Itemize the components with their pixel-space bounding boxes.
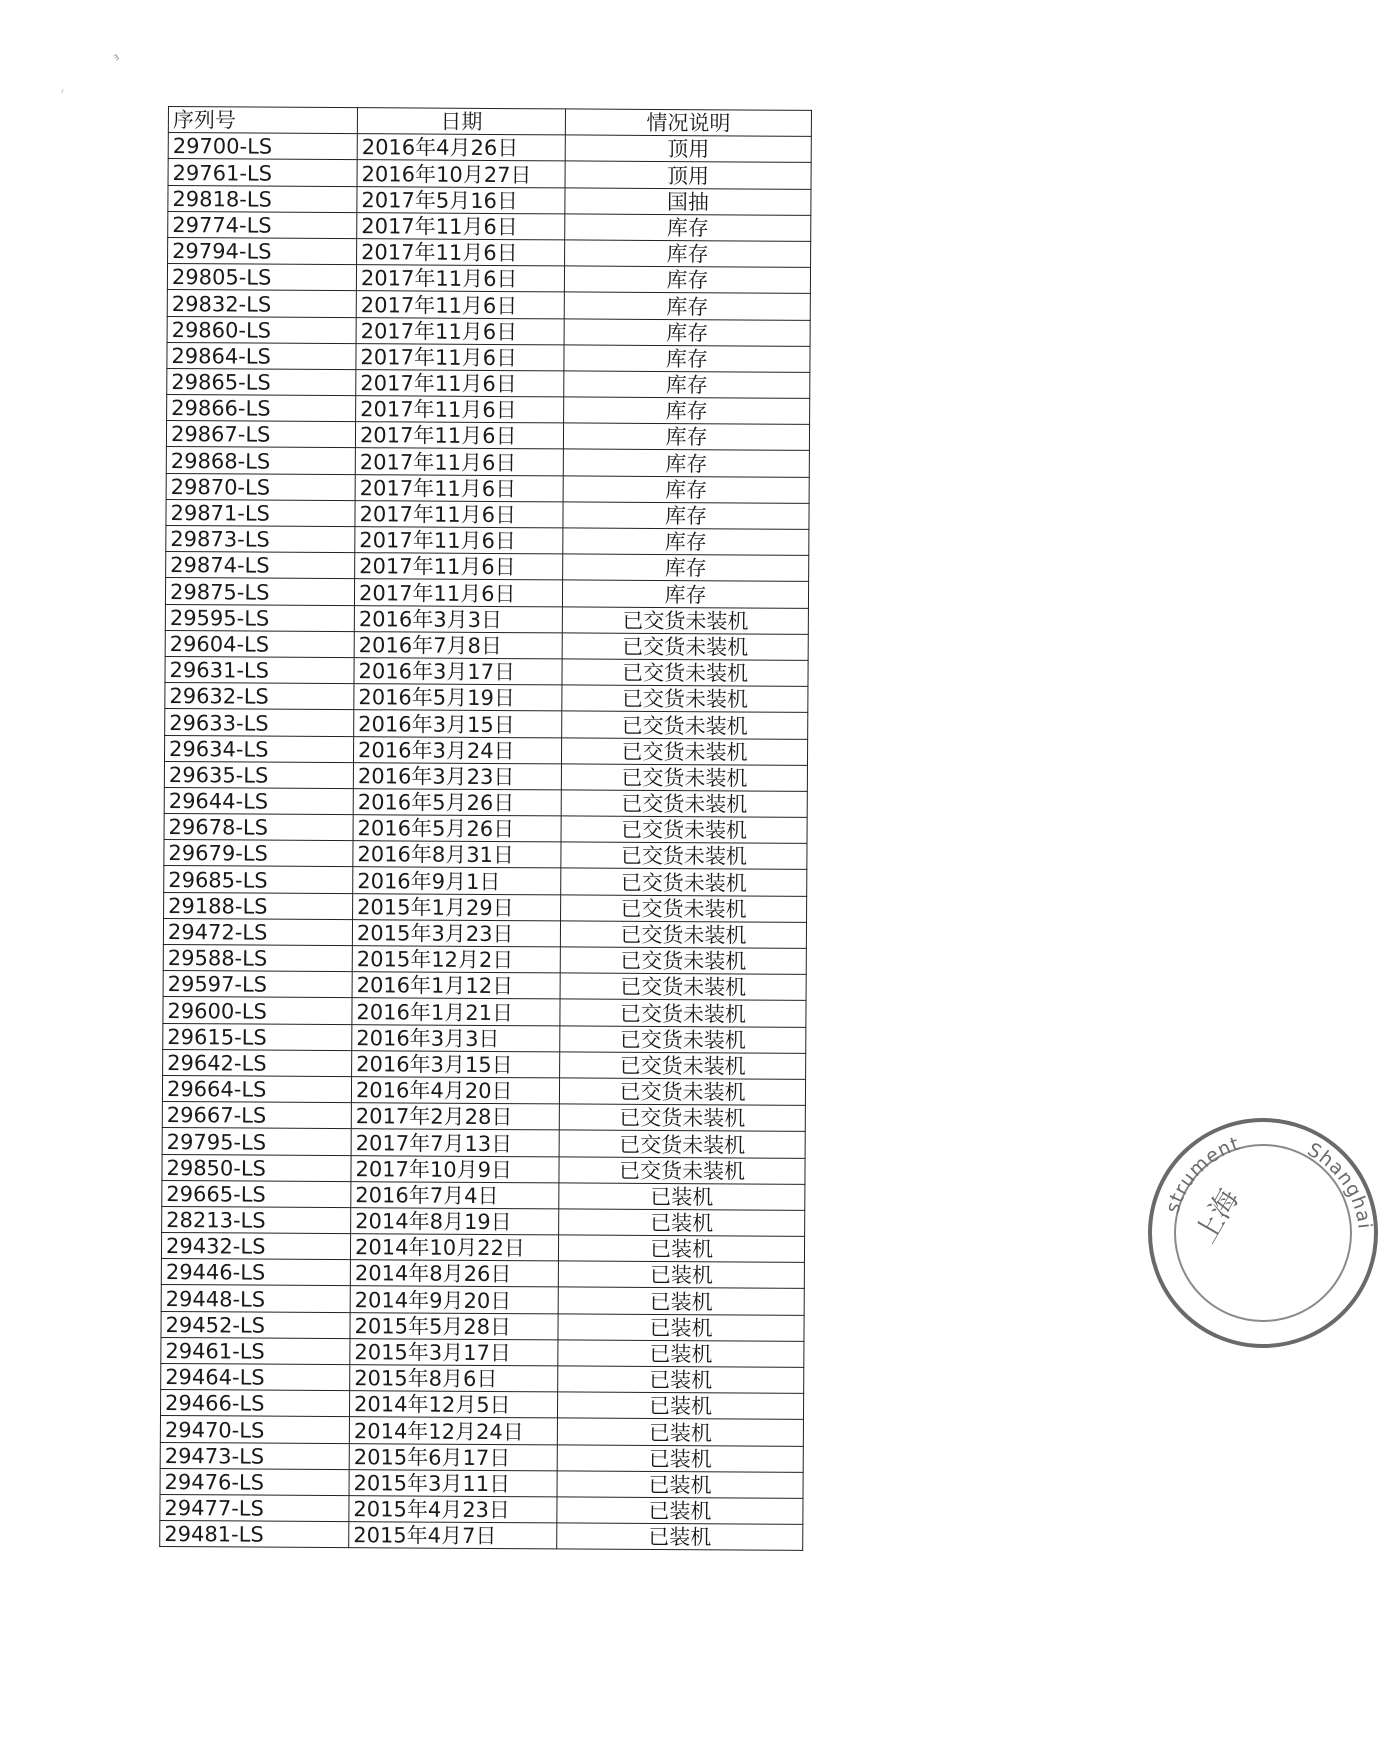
serial-cell: 29866-LS (167, 395, 356, 422)
serial-cell: 29873-LS (166, 525, 355, 552)
table-row (165, 604, 808, 634)
status-cell: 库存 (564, 345, 810, 373)
table-row (162, 1180, 805, 1210)
date-cell: 2017年11月6日 (355, 500, 563, 527)
serial-cell: 29464-LS (161, 1363, 350, 1390)
serial-cell: 28213-LS (162, 1206, 351, 1233)
serial-cell: 29473-LS (160, 1442, 349, 1469)
table-row (161, 1337, 804, 1367)
serial-cell: 29432-LS (161, 1233, 350, 1260)
serial-cell: 29477-LS (160, 1494, 349, 1521)
status-cell: 已装机 (558, 1287, 804, 1315)
date-cell: 2017年5月16日 (357, 186, 565, 213)
status-cell: 已交货未装机 (559, 1130, 805, 1158)
table-row (163, 1023, 806, 1053)
status-cell: 已交货未装机 (561, 868, 807, 896)
company-seal-stamp (1148, 1118, 1378, 1348)
table-row (161, 1363, 804, 1393)
status-cell: 库存 (563, 502, 809, 530)
status-cell: 已装机 (557, 1523, 803, 1551)
table-row (168, 133, 811, 163)
table-row (167, 342, 810, 372)
serial-cell: 29476-LS (160, 1468, 349, 1495)
table-row (161, 1311, 804, 1341)
serial-cell: 29850-LS (162, 1154, 351, 1181)
status-cell: 库存 (564, 318, 810, 346)
serial-cell: 29600-LS (163, 997, 352, 1024)
date-cell: 2016年3月23日 (353, 762, 561, 789)
table-row (162, 1128, 805, 1158)
serial-cell: 29633-LS (165, 709, 354, 736)
status-cell: 已交货未装机 (560, 947, 806, 975)
serial-cell: 29604-LS (165, 630, 354, 657)
date-cell: 2017年11月6日 (355, 553, 563, 580)
date-cell: 2014年8月19日 (351, 1208, 559, 1235)
status-cell: 已装机 (557, 1471, 803, 1499)
table-row (166, 473, 809, 503)
status-cell: 顶用 (565, 135, 811, 163)
status-cell: 库存 (563, 554, 809, 582)
table-row (164, 814, 807, 844)
table-row (160, 1468, 803, 1498)
serial-status-table (159, 106, 812, 1551)
status-cell: 已交货未装机 (562, 685, 808, 713)
date-cell: 2016年3月3日 (354, 605, 562, 632)
date-cell: 2017年11月6日 (356, 317, 564, 344)
table-row (163, 944, 806, 974)
date-cell: 2014年12月24日 (349, 1417, 557, 1444)
serial-cell: 29870-LS (166, 473, 355, 500)
serial-cell: 29642-LS (163, 1049, 352, 1076)
status-cell: 顶用 (565, 161, 811, 189)
serial-cell: 29595-LS (165, 604, 354, 631)
table-row (165, 630, 808, 660)
status-cell: 已交货未装机 (562, 711, 808, 739)
status-cell: 已装机 (558, 1314, 804, 1342)
date-cell: 2016年3月17日 (354, 658, 562, 685)
table-row (163, 971, 806, 1001)
date-cell: 2017年11月6日 (356, 265, 564, 292)
serial-cell: 29685-LS (164, 866, 353, 893)
table-row (160, 1416, 803, 1446)
date-cell: 2014年10月22日 (350, 1234, 558, 1261)
table-row (163, 997, 806, 1027)
status-cell: 库存 (563, 449, 809, 477)
status-cell: 已装机 (557, 1497, 803, 1525)
status-cell: 库存 (562, 580, 808, 608)
table-row (167, 368, 810, 398)
serial-cell: 29818-LS (168, 185, 357, 212)
serial-cell: 29634-LS (164, 735, 353, 762)
date-cell: 2016年1月21日 (352, 998, 560, 1025)
status-cell: 已交货未装机 (559, 1156, 805, 1184)
status-cell: 已交货未装机 (561, 842, 807, 870)
date-cell: 2015年3月23日 (352, 919, 560, 946)
status-cell: 库存 (563, 476, 809, 504)
table-row (168, 159, 811, 189)
scan-mark: ⱻ (111, 51, 122, 64)
svg-text:Shanghai: Shanghai (1303, 1138, 1376, 1231)
serial-cell: 29794-LS (168, 237, 357, 264)
table-row (166, 552, 809, 582)
table-row (166, 421, 809, 451)
date-cell: 2017年11月6日 (356, 291, 564, 318)
table-row (164, 892, 807, 922)
serial-cell: 29774-LS (168, 211, 357, 238)
date-cell: 2015年5月28日 (350, 1312, 558, 1339)
date-cell: 2016年3月24日 (353, 736, 561, 763)
status-cell: 已装机 (558, 1235, 804, 1263)
date-cell: 2017年11月6日 (354, 579, 562, 606)
table-row (168, 237, 811, 267)
serial-cell: 29631-LS (165, 656, 354, 683)
status-cell: 已交货未装机 (560, 921, 806, 949)
status-cell: 库存 (563, 423, 809, 451)
header-status: 情况说明 (565, 109, 811, 137)
header-serial: 序列号 (168, 107, 357, 134)
status-cell: 已交货未装机 (560, 1052, 806, 1080)
serial-cell: 29615-LS (163, 1023, 352, 1050)
svg-text:strument: strument (1161, 1132, 1243, 1216)
table-body (160, 133, 812, 1551)
status-cell: 已交货未装机 (561, 895, 807, 923)
date-cell: 2016年3月3日 (352, 1024, 560, 1051)
date-cell: 2015年1月29日 (353, 893, 561, 920)
status-cell: 库存 (564, 397, 810, 425)
status-cell: 已交货未装机 (562, 659, 808, 687)
table-row (165, 656, 808, 686)
date-cell: 2015年12月2日 (352, 946, 560, 973)
scan-mark: ⸯ (55, 90, 65, 103)
status-cell: 库存 (565, 240, 811, 268)
date-cell: 2016年4月26日 (357, 134, 565, 161)
table-row (161, 1259, 804, 1289)
company-seal-text (1152, 1122, 1382, 1352)
table-row (166, 525, 809, 555)
status-cell: 已交货未装机 (560, 973, 806, 1001)
svg-text:上海: 上海 (1188, 1183, 1246, 1249)
serial-cell: 29868-LS (166, 447, 355, 474)
serial-cell: 29867-LS (166, 421, 355, 448)
status-cell: 已装机 (557, 1444, 803, 1472)
date-cell: 2014年8月26日 (350, 1260, 558, 1287)
serial-cell: 29588-LS (163, 944, 352, 971)
table-row (163, 1049, 806, 1079)
status-cell: 库存 (565, 214, 811, 242)
status-cell: 已装机 (558, 1340, 804, 1368)
status-cell: 已装机 (557, 1418, 803, 1446)
serial-cell: 29664-LS (162, 1075, 351, 1102)
status-cell: 已装机 (557, 1392, 803, 1420)
serial-cell: 29472-LS (163, 918, 352, 945)
serial-cell: 29452-LS (161, 1311, 350, 1338)
status-cell: 已装机 (559, 1209, 805, 1237)
date-cell: 2016年5月19日 (354, 684, 562, 711)
table-row (165, 709, 808, 739)
date-cell: 2016年9月1日 (353, 867, 561, 894)
table-row (164, 735, 807, 765)
date-cell: 2016年3月15日 (352, 1050, 560, 1077)
serial-cell: 29700-LS (168, 133, 357, 160)
table-row (167, 395, 810, 425)
serial-cell: 29667-LS (162, 1102, 351, 1129)
table-row (161, 1233, 804, 1263)
status-cell: 已交货未装机 (561, 816, 807, 844)
status-cell: 已交货未装机 (561, 790, 807, 818)
table-row (165, 683, 808, 713)
date-cell: 2017年11月6日 (356, 370, 564, 397)
date-cell: 2017年10月9日 (351, 1155, 559, 1182)
status-cell: 已交货未装机 (559, 1078, 805, 1106)
serial-cell: 29871-LS (166, 499, 355, 526)
date-cell: 2015年8月6日 (350, 1365, 558, 1392)
status-cell: 已装机 (559, 1183, 805, 1211)
table-row (167, 264, 810, 294)
date-cell: 2016年7月8日 (354, 631, 562, 658)
serial-cell: 29860-LS (167, 316, 356, 343)
serial-cell: 29470-LS (160, 1416, 349, 1443)
date-cell: 2016年8月31日 (353, 841, 561, 868)
date-cell: 2016年4月20日 (351, 1077, 559, 1104)
table-row (164, 787, 807, 817)
table-row (160, 1390, 803, 1420)
status-cell: 已交货未装机 (562, 633, 808, 661)
date-cell: 2015年4月7日 (349, 1522, 557, 1549)
status-cell: 已装机 (558, 1366, 804, 1394)
date-cell: 2015年3月17日 (350, 1338, 558, 1365)
table-row (164, 840, 807, 870)
date-cell: 2015年6月17日 (349, 1443, 557, 1470)
table-row (168, 211, 811, 241)
date-cell: 2017年11月6日 (356, 396, 564, 423)
header-date: 日期 (357, 108, 565, 135)
table-header-row (168, 107, 811, 137)
serial-cell: 29865-LS (167, 368, 356, 395)
date-cell: 2017年11月6日 (356, 343, 564, 370)
status-cell: 已交货未装机 (559, 1104, 805, 1132)
date-cell: 2017年11月6日 (355, 527, 563, 554)
table-row (167, 316, 810, 346)
table-row (163, 918, 806, 948)
table-row (162, 1154, 805, 1184)
serial-cell: 29761-LS (168, 159, 357, 186)
serial-cell: 29632-LS (165, 683, 354, 710)
table-row (166, 447, 809, 477)
status-cell: 已交货未装机 (561, 764, 807, 792)
date-cell: 2016年7月4日 (351, 1181, 559, 1208)
date-cell: 2017年11月6日 (357, 212, 565, 239)
date-cell: 2017年11月6日 (355, 448, 563, 475)
status-cell: 已交货未装机 (562, 606, 808, 634)
serial-cell: 29874-LS (166, 552, 355, 579)
serial-cell: 29597-LS (163, 971, 352, 998)
serial-cell: 29188-LS (164, 892, 353, 919)
serial-cell: 29461-LS (161, 1337, 350, 1364)
table-row (160, 1521, 803, 1551)
status-cell: 库存 (564, 292, 810, 320)
date-cell: 2017年11月6日 (355, 474, 563, 501)
date-cell: 2017年11月6日 (355, 422, 563, 449)
date-cell: 2017年7月13日 (351, 1129, 559, 1156)
status-cell: 库存 (564, 371, 810, 399)
table-row (162, 1206, 805, 1236)
date-cell: 2016年3月15日 (354, 710, 562, 737)
serial-cell: 29678-LS (164, 814, 353, 841)
serial-cell: 29448-LS (161, 1285, 350, 1312)
table-row (168, 185, 811, 215)
status-cell: 已装机 (558, 1261, 804, 1289)
date-cell: 2016年10月27日 (357, 160, 565, 187)
serial-cell: 29644-LS (164, 787, 353, 814)
serial-cell: 29805-LS (167, 264, 356, 291)
serial-cell: 29466-LS (160, 1390, 349, 1417)
status-cell: 库存 (564, 266, 810, 294)
status-cell: 已交货未装机 (560, 1025, 806, 1053)
date-cell: 2016年5月26日 (353, 815, 561, 842)
date-cell: 2015年3月11日 (349, 1469, 557, 1496)
serial-cell: 29875-LS (165, 578, 354, 605)
serial-cell: 29481-LS (160, 1521, 349, 1548)
date-cell: 2017年2月28日 (351, 1103, 559, 1130)
table-row (165, 578, 808, 608)
serial-cell: 29679-LS (164, 840, 353, 867)
status-cell: 库存 (563, 528, 809, 556)
status-cell: 已交货未装机 (560, 999, 806, 1027)
table-row (166, 499, 809, 529)
table-row (161, 1285, 804, 1315)
status-cell: 国抽 (565, 187, 811, 215)
table-row (162, 1075, 805, 1105)
serial-cell: 29446-LS (161, 1259, 350, 1286)
date-cell: 2016年5月26日 (353, 789, 561, 816)
table-row (160, 1494, 803, 1524)
date-cell: 2015年4月23日 (349, 1496, 557, 1523)
serial-cell: 29832-LS (167, 290, 356, 317)
serial-cell: 29864-LS (167, 342, 356, 369)
date-cell: 2017年11月6日 (357, 239, 565, 266)
serial-cell: 29635-LS (164, 761, 353, 788)
table-row (160, 1442, 803, 1472)
table-row (167, 290, 810, 320)
serial-cell: 29665-LS (162, 1180, 351, 1207)
date-cell: 2016年1月12日 (352, 972, 560, 999)
status-cell: 已交货未装机 (561, 737, 807, 765)
date-cell: 2014年9月20日 (350, 1286, 558, 1313)
table-row (162, 1102, 805, 1132)
table-row (164, 866, 807, 896)
serial-cell: 29795-LS (162, 1128, 351, 1155)
table-row (164, 761, 807, 791)
date-cell: 2014年12月5日 (349, 1391, 557, 1418)
